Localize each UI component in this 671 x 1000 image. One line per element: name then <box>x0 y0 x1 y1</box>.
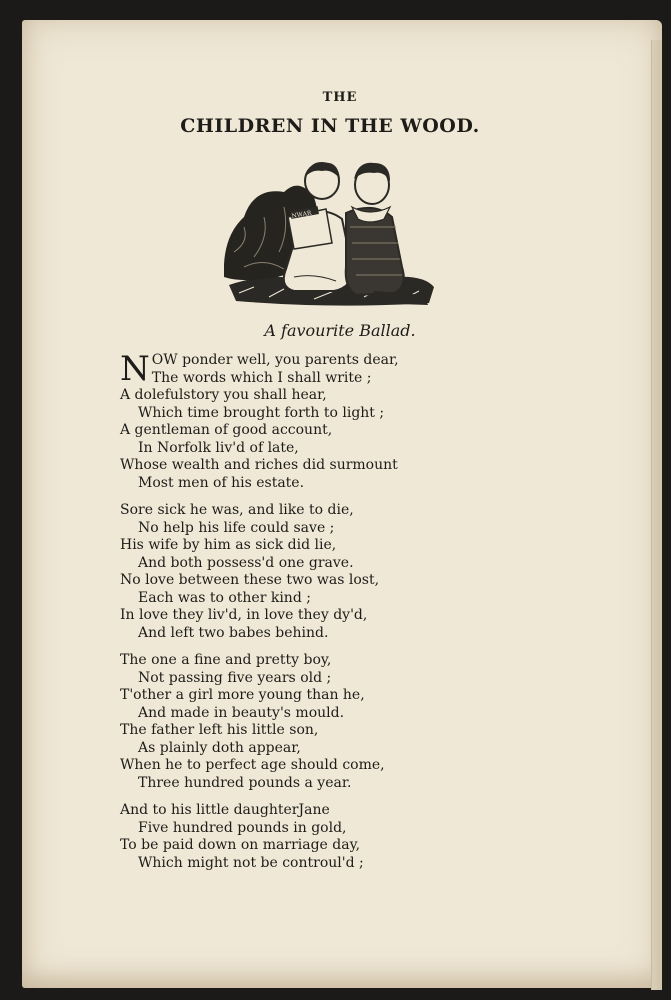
verse-line: In love they liv'd, in love they dy'd, <box>120 607 368 623</box>
stanza <box>120 502 540 642</box>
ballad-text <box>120 349 540 872</box>
verse-line: Five hundred pounds in gold, <box>138 819 347 836</box>
verse-line: No help his life could save ; <box>138 519 335 536</box>
verse-line: As plainly doth appear, <box>138 739 301 756</box>
verse-line: In Norfolk liv'd of late, <box>138 439 299 456</box>
woodcut-two-children-reading-icon <box>224 157 436 307</box>
verse-line: The words which I shall write ; <box>151 369 372 386</box>
stanza <box>120 802 540 872</box>
verse-line: Which might not be controul'd ; <box>138 854 364 871</box>
verse-line: A gentleman of good account, <box>120 422 333 438</box>
woodcut-illustration <box>224 157 436 307</box>
verse-line: The father left his little son, <box>120 722 319 738</box>
verse-line: Whose wealth and riches did surmount <box>120 457 398 473</box>
verse-line: And made in beauty's mould. <box>138 704 345 721</box>
verse-line: OW ponder well, you parents dear, <box>151 352 399 368</box>
stanza <box>120 652 540 792</box>
verse-line: Each was to other kind ; <box>138 589 311 606</box>
stanza <box>120 349 540 492</box>
ballad-subtitle: A favourite Ballad. <box>264 321 416 340</box>
page-edge <box>651 40 662 990</box>
drop-cap: N <box>120 349 150 389</box>
verse-line: And left two babes behind. <box>138 624 329 641</box>
verse-line: A dolefulstory you shall hear, <box>120 387 327 403</box>
book-page <box>22 20 662 988</box>
verse-line: Which time brought forth to light ; <box>138 404 385 421</box>
verse-line: T'other a girl more young than he, <box>120 687 365 703</box>
verse-line: And both possess'd one grave. <box>138 554 354 571</box>
verse-line: The one a fine and pretty boy, <box>120 652 332 668</box>
verse-line: His wife by him as sick did lie, <box>120 537 337 553</box>
page-content <box>120 90 540 882</box>
verse-line: Not passing five years old ; <box>138 669 332 686</box>
book-inscription: NWAR <box>291 209 313 220</box>
verse-line: Most men of his estate. <box>138 474 305 491</box>
page-title: CHILDREN IN THE WOOD. <box>180 115 480 137</box>
verse-line: Sore sick he was, and like to die, <box>120 502 354 518</box>
title-the: THE <box>322 90 358 105</box>
verse-line: No love between these two was lost, <box>120 572 380 588</box>
verse-line: When he to perfect age should come, <box>120 757 385 773</box>
verse-line: And to his little daughterJane <box>120 802 330 818</box>
verse-line: To be paid down on marriage day, <box>120 837 361 853</box>
verse-line: Three hundred pounds a year. <box>138 774 352 791</box>
